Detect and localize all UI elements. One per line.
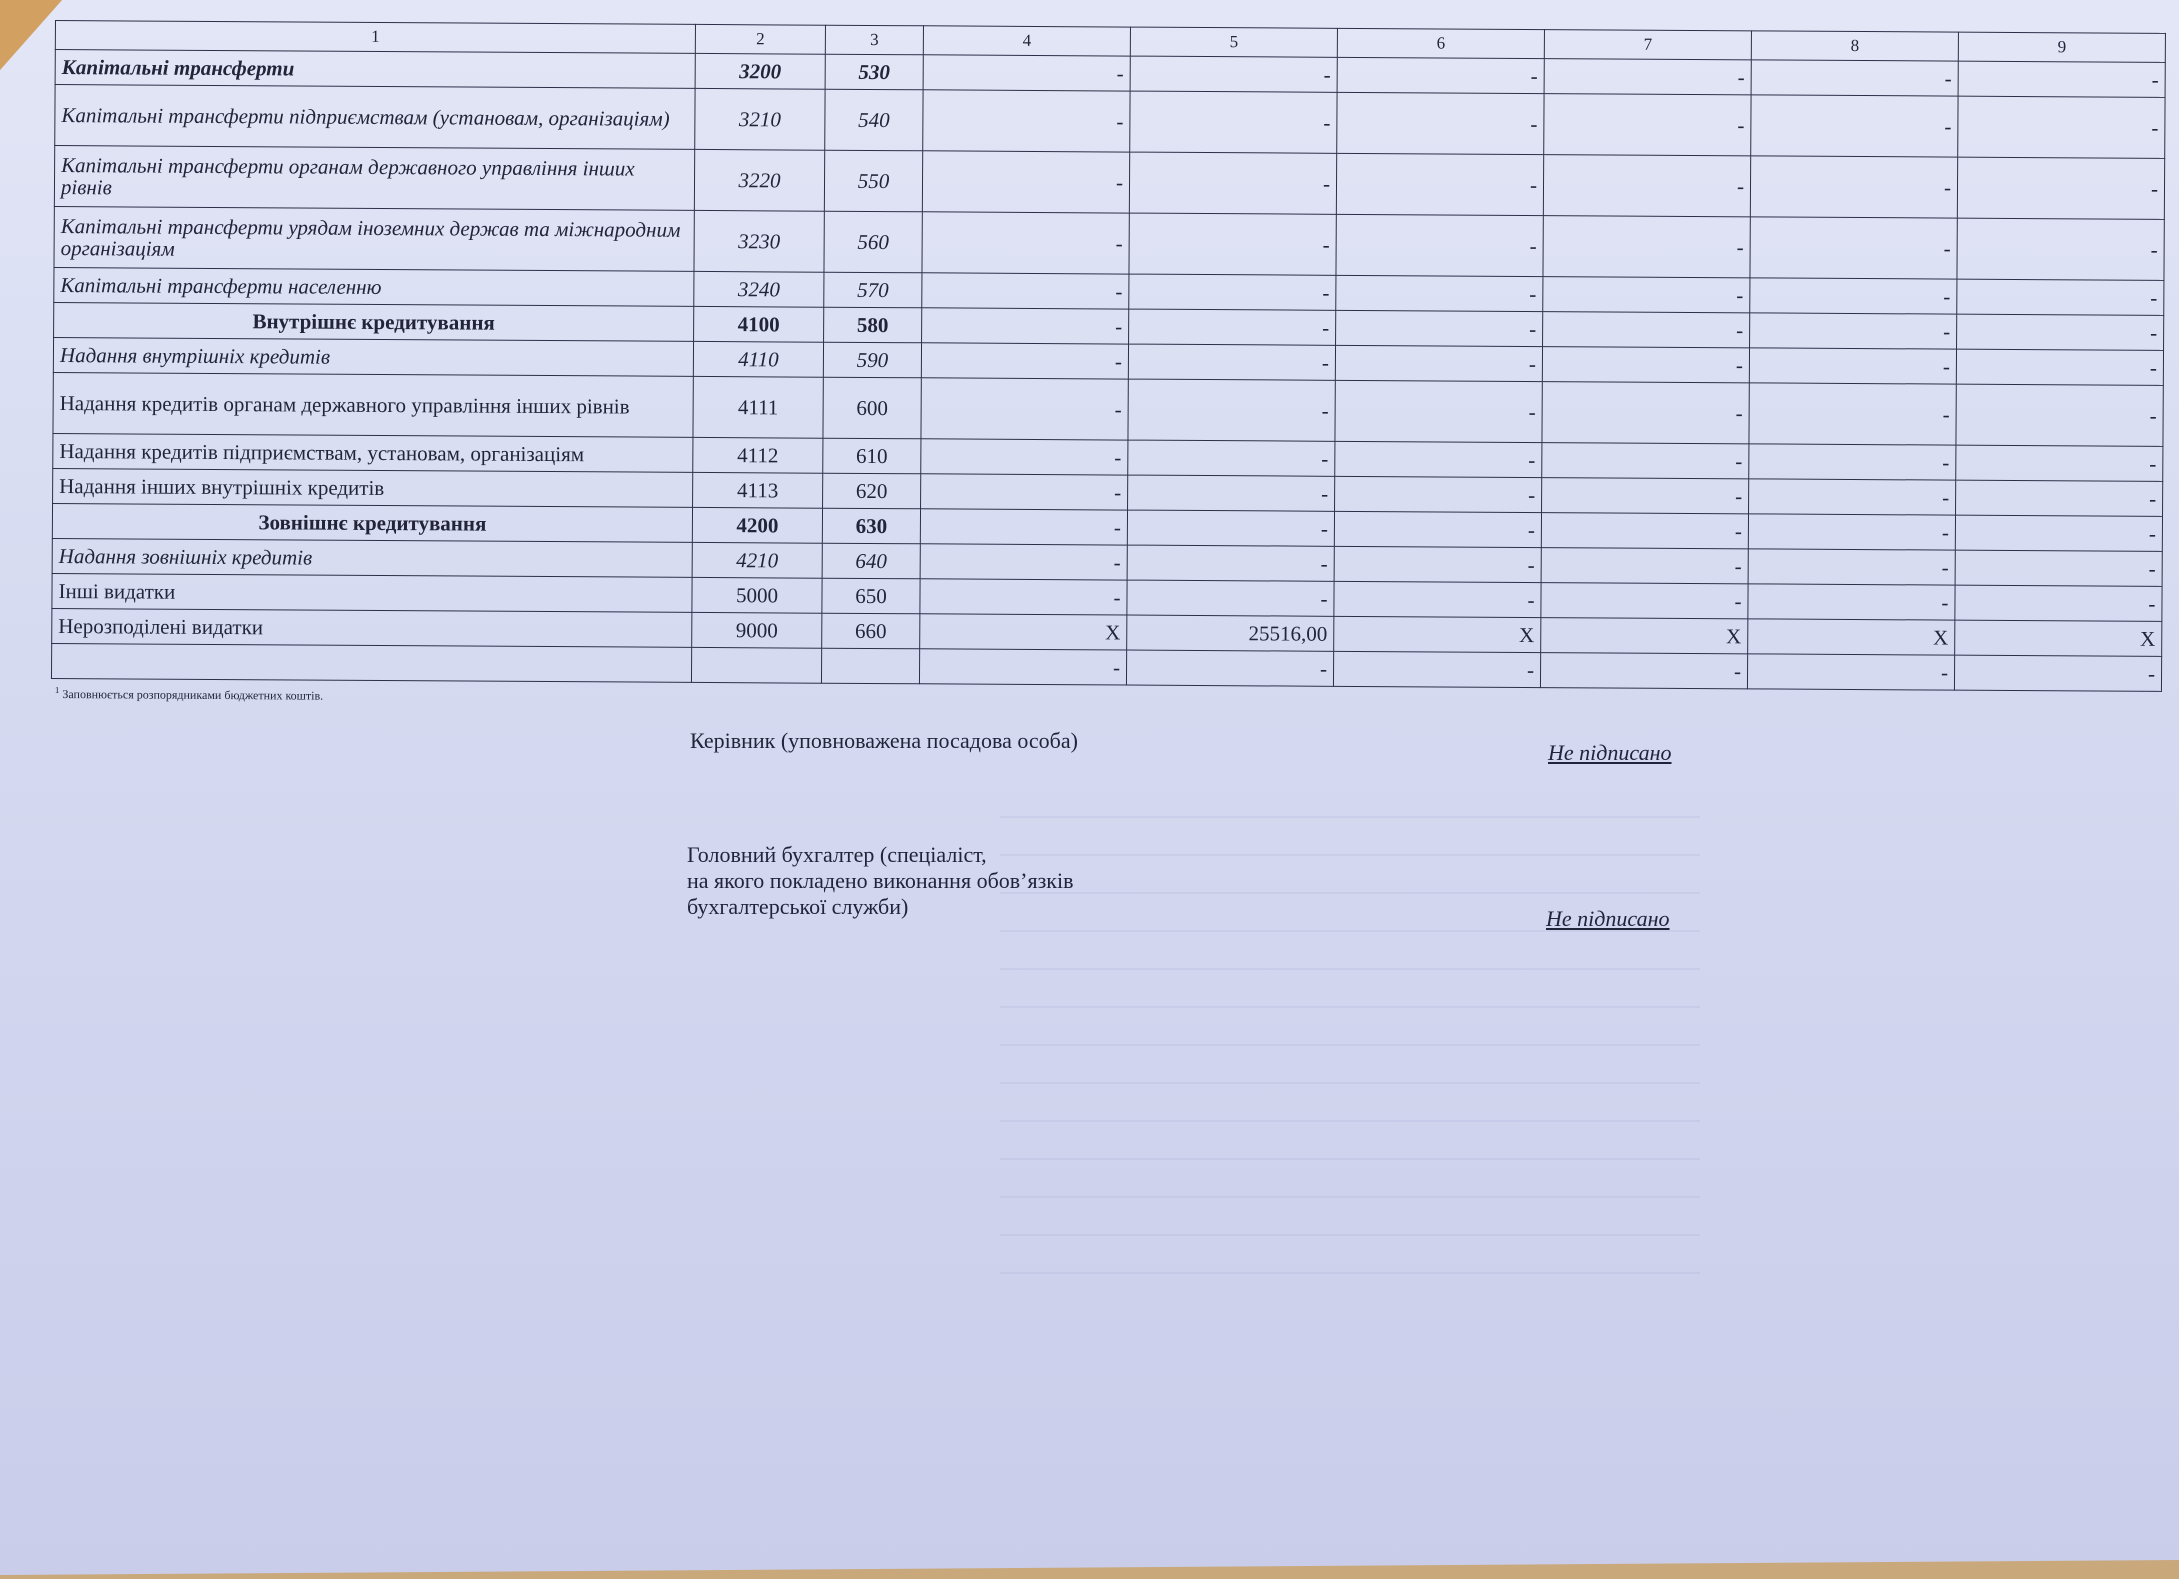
col-header-8: 8: [1751, 31, 1958, 61]
row-code: 560: [824, 211, 922, 273]
expenditure-table: [51, 20, 2166, 692]
row-value-col-7: -: [1540, 653, 1747, 689]
row-value-col-9: -: [1956, 480, 2163, 516]
row-value-col-7: -: [1542, 347, 1749, 383]
row-value-col-7: -: [1543, 277, 1750, 313]
col-header-9: 9: [1958, 32, 2165, 62]
row-label: Внутрішнє кредитування: [54, 302, 694, 341]
row-value-col-5: -: [1129, 152, 1336, 214]
row-value-col-7: X: [1541, 618, 1748, 654]
row-code: 530: [825, 54, 923, 90]
row-value-col-4: -: [922, 273, 1129, 309]
row-line-code: 4110: [693, 341, 823, 377]
row-value-col-6: -: [1337, 92, 1544, 154]
row-value-col-6: -: [1335, 380, 1542, 442]
row-label: Надання внутрішніх кредитів: [53, 337, 693, 376]
row-value-col-7: -: [1541, 548, 1748, 584]
accountant-signature-label: [687, 842, 1073, 920]
row-value-col-5: -: [1128, 344, 1335, 380]
row-code: 630: [822, 508, 920, 544]
row-label: Капітальні трансферти органам державного управління інших рівнів: [54, 146, 694, 211]
row-label: Надання кредитів органам державного управління інших рівнів: [53, 372, 693, 437]
col-header-7: 7: [1544, 30, 1751, 60]
row-line-code: 4112: [693, 437, 823, 473]
row-value-col-5: -: [1128, 475, 1335, 511]
row-value-col-6: -: [1336, 310, 1543, 346]
row-value-col-9: -: [1956, 445, 2163, 481]
row-value-col-7: -: [1544, 94, 1751, 156]
document-page: [51, 20, 2165, 703]
row-code: 660: [822, 613, 920, 649]
row-value-col-5: -: [1127, 580, 1334, 616]
head-signature-label: Керівник (уповноважена посадова особа): [690, 728, 1078, 753]
row-value-col-6: -: [1333, 651, 1540, 687]
row-label: Капітальні трансферти підприємствам (установам, організаціям): [55, 85, 695, 150]
row-value-col-9: -: [1957, 279, 2164, 315]
row-value-col-8: -: [1750, 217, 1957, 279]
row-value-col-7: -: [1544, 59, 1751, 95]
row-code: [821, 648, 919, 684]
row-label: Нерозподілені видатки: [52, 608, 692, 647]
row-value-col-4: -: [921, 474, 1128, 510]
row-value-col-8: -: [1750, 278, 1957, 314]
footnote-mark: 1: [54, 685, 60, 696]
row-code: 550: [824, 150, 922, 212]
row-value-col-8: -: [1749, 444, 1956, 480]
row-label: Зовнішнє кредитування: [52, 503, 692, 542]
row-line-code: 4200: [692, 507, 822, 543]
row-value-col-9: -: [1957, 218, 2164, 280]
row-value-col-9: -: [1955, 550, 2162, 586]
row-line-code: 3200: [695, 53, 825, 89]
row-value-col-6: -: [1335, 476, 1542, 512]
row-value-col-6: -: [1336, 214, 1543, 276]
row-value-col-5: 25516,00: [1127, 615, 1334, 651]
row-value-col-9: -: [1958, 96, 2165, 158]
show-through-text: [1000, 780, 1700, 1280]
row-line-code: 4113: [693, 472, 823, 508]
row-value-col-9: -: [1955, 515, 2162, 551]
accountant-label-line-2: на якого покладено виконання обов’язків: [687, 868, 1074, 893]
col-header-5: 5: [1130, 27, 1337, 57]
row-value-col-4: -: [922, 151, 1129, 213]
row-value-col-9: -: [1956, 384, 2163, 446]
row-code: 600: [823, 377, 921, 439]
row-value-col-8: -: [1748, 549, 1955, 585]
row-value-col-8: -: [1749, 348, 1956, 384]
row-value-col-9: -: [1955, 585, 2162, 621]
row-value-col-4: -: [921, 439, 1128, 475]
row-value-col-7: -: [1541, 583, 1748, 619]
row-value-col-5: -: [1129, 309, 1336, 345]
row-line-code: 4210: [692, 542, 822, 578]
row-line-code: 3240: [694, 271, 824, 307]
row-label: Капітальні трансферти урядам іноземних держав та міжнародним організаціям: [54, 206, 694, 271]
row-value-col-9: -: [1957, 157, 2164, 219]
row-value-col-5: -: [1129, 274, 1336, 310]
row-value-col-9: X: [1955, 620, 2162, 656]
row-line-code: 3230: [694, 210, 824, 272]
row-value-col-7: -: [1543, 216, 1750, 278]
row-label: Надання кредитів підприємствам, установам, організаціям: [53, 433, 693, 472]
row-value-col-4: -: [922, 212, 1129, 274]
row-value-col-8: -: [1749, 383, 1956, 445]
row-value-col-8: -: [1748, 514, 1955, 550]
row-value-col-6: -: [1335, 441, 1542, 477]
row-value-col-7: -: [1543, 155, 1750, 217]
row-line-code: [691, 647, 821, 683]
row-value-col-6: -: [1334, 581, 1541, 617]
row-label: Інші видатки: [52, 573, 692, 612]
row-label: Капітальні трансферти: [55, 50, 695, 89]
col-header-4: 4: [923, 26, 1130, 56]
row-value-col-9: -: [1957, 314, 2164, 350]
row-code: 590: [823, 342, 921, 378]
row-value-col-7: -: [1543, 312, 1750, 348]
row-value-col-6: -: [1335, 345, 1542, 381]
row-value-col-7: -: [1542, 478, 1749, 514]
row-code: 610: [823, 438, 921, 474]
row-value-col-9: -: [1958, 61, 2165, 97]
row-value-col-4: -: [919, 649, 1126, 685]
row-value-col-4: X: [920, 614, 1127, 650]
footnote-text: Заповнюється розпорядниками бюджетних коштів.: [62, 687, 324, 703]
row-code: 570: [824, 272, 922, 308]
row-value-col-5: -: [1128, 379, 1335, 441]
row-label: Капітальні трансферти населенню: [54, 267, 694, 306]
row-value-col-7: -: [1542, 443, 1749, 479]
head-signature-status: Не підписано: [1548, 740, 1672, 765]
row-value-col-6: -: [1336, 275, 1543, 311]
col-header-2: 2: [695, 24, 825, 54]
col-header-3: 3: [825, 25, 923, 55]
row-label: Надання інших внутрішніх кредитів: [53, 468, 693, 507]
row-value-col-5: -: [1129, 213, 1336, 275]
row-value-col-4: -: [922, 308, 1129, 344]
row-value-col-9: -: [1956, 349, 2163, 385]
row-value-col-4: -: [923, 90, 1130, 152]
row-value-col-5: -: [1130, 91, 1337, 153]
accountant-signature-status: Не підписано: [1546, 906, 1670, 931]
row-value-col-7: -: [1541, 513, 1748, 549]
row-value-col-7: -: [1542, 382, 1749, 444]
row-line-code: 3210: [695, 88, 825, 150]
row-value-col-8: -: [1750, 313, 1957, 349]
row-value-col-4: -: [920, 509, 1127, 545]
row-value-col-6: -: [1334, 546, 1541, 582]
accountant-label-line-1: Головний бухгалтер (спеціаліст,: [687, 842, 987, 867]
row-code: 650: [822, 578, 920, 614]
row-code: 540: [825, 89, 923, 151]
row-label: Надання зовнішніх кредитів: [52, 538, 692, 577]
row-value-col-4: -: [923, 55, 1130, 91]
row-line-code: 4100: [694, 306, 824, 342]
row-value-col-5: -: [1127, 510, 1334, 546]
row-value-col-4: -: [921, 343, 1128, 379]
row-line-code: 5000: [692, 577, 822, 613]
row-value-col-8: -: [1751, 60, 1958, 96]
row-value-col-6: -: [1337, 57, 1544, 93]
row-label: [51, 643, 691, 682]
row-value-col-6: X: [1334, 616, 1541, 652]
col-header-6: 6: [1337, 28, 1544, 58]
row-value-col-5: -: [1126, 650, 1333, 686]
row-value-col-5: -: [1130, 56, 1337, 92]
row-value-col-4: -: [920, 544, 1127, 580]
row-value-col-9: -: [1954, 655, 2161, 691]
row-value-col-6: -: [1334, 511, 1541, 547]
row-value-col-8: -: [1750, 156, 1957, 218]
row-line-code: 9000: [692, 612, 822, 648]
row-value-col-8: -: [1749, 479, 1956, 515]
row-line-code: 4111: [693, 376, 823, 438]
row-code: 620: [823, 473, 921, 509]
row-value-col-4: -: [920, 579, 1127, 615]
row-value-col-4: -: [921, 378, 1128, 440]
row-code: 580: [824, 307, 922, 343]
row-value-col-8: X: [1748, 619, 1955, 655]
col-header-1: 1: [55, 21, 695, 54]
row-value-col-8: -: [1751, 95, 1958, 157]
row-code: 640: [822, 543, 920, 579]
row-value-col-5: -: [1127, 545, 1334, 581]
row-value-col-8: -: [1748, 584, 1955, 620]
row-line-code: 3220: [694, 149, 824, 211]
row-value-col-8: -: [1747, 654, 1954, 690]
row-value-col-6: -: [1336, 153, 1543, 215]
accountant-label-line-3: бухгалтерської служби): [687, 894, 909, 919]
row-value-col-5: -: [1128, 440, 1335, 476]
